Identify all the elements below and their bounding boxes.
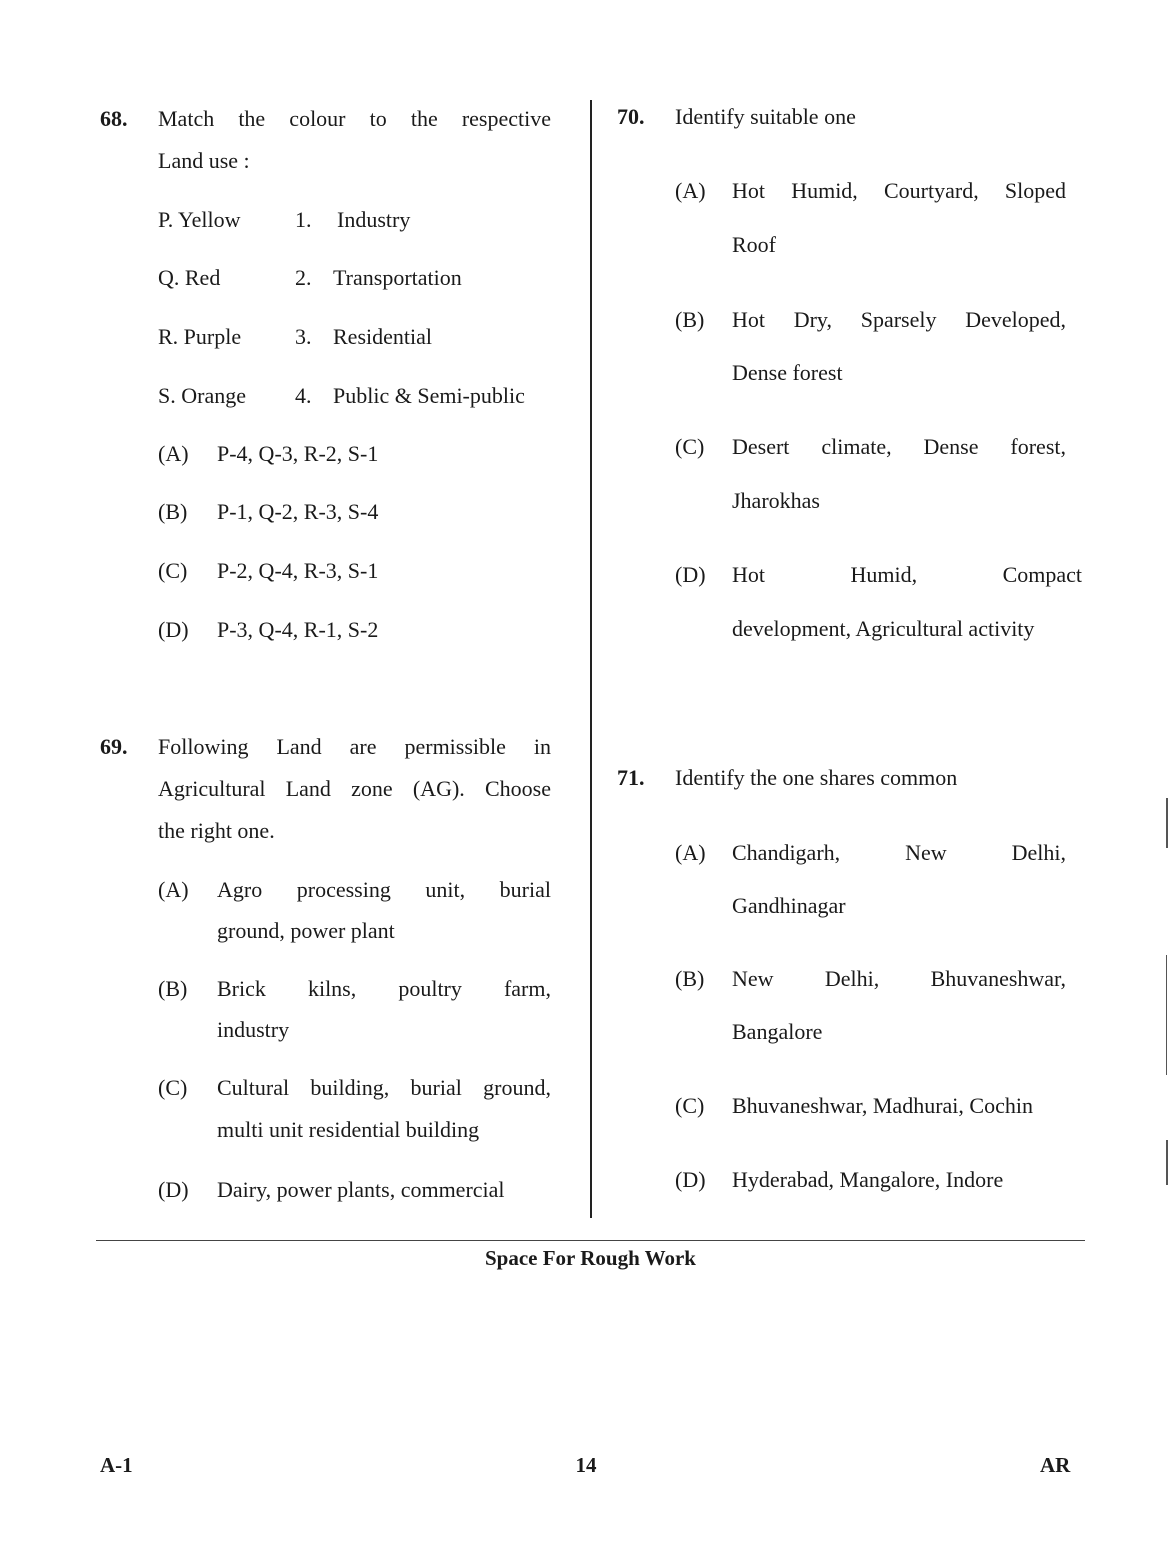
scan-mark (1166, 798, 1168, 848)
match-number: 2. (295, 265, 312, 290)
option-label: (B) (158, 499, 188, 524)
option-text: P-1, Q-2, R-3, S-4 (217, 499, 379, 524)
option-text: New Delhi, Bhuvaneshwar, (732, 966, 1066, 991)
match-right-item: Transportation (333, 265, 462, 290)
match-number: 1. (295, 207, 312, 232)
match-right-item: Industry (337, 207, 411, 232)
question-stem-line: Match the colour to the respective (158, 106, 551, 131)
option-text: Brick kilns, poultry farm, (217, 976, 551, 1001)
option-text: Hot Humid, Compact (732, 562, 1082, 587)
match-right-item: Residential (333, 324, 432, 349)
option-label: (C) (158, 1075, 188, 1100)
option-text: Hot Humid, Courtyard, Sloped (732, 178, 1066, 203)
option-label: (C) (158, 558, 188, 583)
match-number: 4. (295, 383, 312, 408)
match-left-item: Q. Red (158, 265, 221, 290)
option-text: Dense forest (732, 360, 843, 385)
question-stem-line: the right one. (158, 818, 275, 843)
option-label: (B) (158, 976, 188, 1001)
option-text: Desert climate, Dense forest, (732, 434, 1066, 459)
question-number: 71. (617, 765, 645, 790)
page-number: 14 (575, 1453, 597, 1477)
scan-mark (1166, 1140, 1168, 1185)
rough-work-divider (96, 1240, 1085, 1241)
option-label: (C) (675, 1093, 705, 1118)
scan-mark (1166, 955, 1167, 1075)
option-text: multi unit residential building (217, 1117, 480, 1142)
option-label: (D) (158, 617, 189, 642)
option-label: (A) (158, 877, 189, 902)
option-text: P-2, Q-4, R-3, S-1 (217, 558, 379, 583)
option-label: (A) (158, 441, 189, 466)
option-text: Jharokhas (732, 488, 820, 513)
option-label: (B) (675, 307, 705, 332)
question-stem: Identify the one shares common (675, 765, 958, 790)
match-left-item: S. Orange (158, 383, 246, 408)
option-text: Roof (732, 232, 776, 257)
option-text: Bangalore (732, 1019, 823, 1044)
option-label: (D) (675, 1167, 706, 1192)
option-text: P-4, Q-3, R-2, S-1 (217, 441, 379, 466)
option-text: industry (217, 1017, 290, 1042)
question-stem-line: Agricultural Land zone (AG). Choose (158, 776, 551, 801)
question-number: 70. (617, 104, 645, 129)
question-number: 68. (100, 106, 128, 131)
footer-subject: AR (1040, 1453, 1071, 1477)
question-stem-line: Land use : (158, 148, 250, 173)
question-stem-line: Following Land are permissible in (158, 734, 551, 759)
column-divider (590, 100, 592, 1218)
option-label: (D) (158, 1177, 189, 1202)
question-stem: Identify suitable one (675, 104, 856, 129)
option-text: Cultural building, burial ground, (217, 1075, 551, 1100)
option-label: (D) (675, 562, 706, 587)
match-left-item: R. Purple (158, 324, 242, 349)
option-text: ground, power plant (217, 918, 395, 943)
rough-work-label: Space For Rough Work (484, 1246, 696, 1270)
option-label: (A) (675, 840, 706, 865)
option-text: Agro processing unit, burial (217, 877, 551, 902)
option-text: Gandhinagar (732, 893, 846, 918)
match-number: 3. (295, 324, 312, 349)
option-label: (A) (675, 178, 706, 203)
question-number: 69. (100, 734, 128, 759)
option-text: development, Agricultural activity (732, 616, 1035, 641)
option-text: P-3, Q-4, R-1, S-2 (217, 617, 379, 642)
option-text: Dairy, power plants, commercial (217, 1177, 505, 1202)
option-label: (B) (675, 966, 705, 991)
option-text: Bhuvaneshwar, Madhurai, Cochin (732, 1093, 1033, 1118)
match-right-item: Public & Semi-public (333, 383, 525, 408)
option-text: Hot Dry, Sparsely Developed, (732, 307, 1066, 332)
option-text: Hyderabad, Mangalore, Indore (732, 1167, 1004, 1192)
option-label: (C) (675, 434, 705, 459)
footer-code: A-1 (100, 1453, 133, 1477)
option-text: Chandigarh, New Delhi, (732, 840, 1066, 865)
match-left-item: P. Yellow (158, 207, 241, 232)
